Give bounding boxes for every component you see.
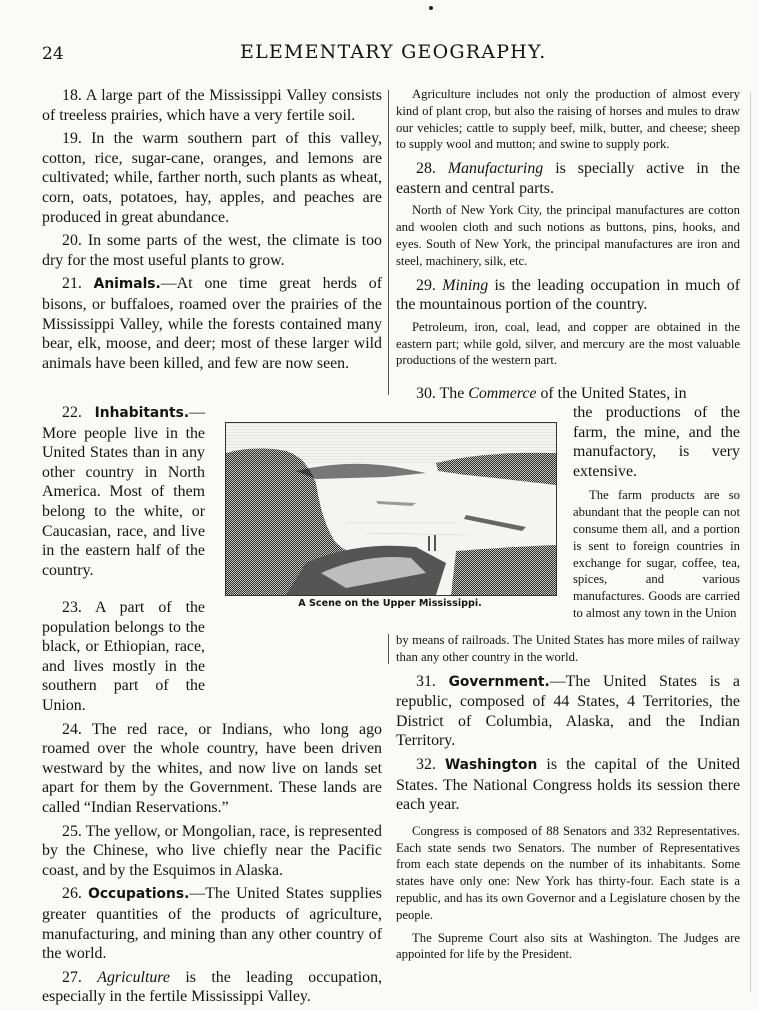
- paragraph-number: 22.: [62, 404, 82, 421]
- term-commerce: Commerce: [468, 385, 537, 402]
- paragraph-31: [396, 672, 740, 751]
- paragraph-30-first-line: [396, 384, 740, 404]
- paragraph-text: —The United States is a republic, composed of 44 States, 4 Territories, the District of Columbia, Alaska, and the Indian Territory.: [396, 672, 740, 750]
- paragraph-27: [42, 968, 382, 1007]
- paragraph-20: 20. In some parts of the west, the climate is too dry for the most useful plants to grow.: [42, 232, 382, 269]
- paragraph-30-head: [396, 384, 740, 404]
- paragraph-number: 29.: [416, 276, 436, 294]
- section-heading-government: Government.: [448, 673, 550, 690]
- right-column: [396, 86, 740, 375]
- paragraph-text: is the leading occupation, especially in the fertile Mississippi Valley.: [42, 968, 382, 1006]
- section-heading-inhabitants: Inhabitants.: [94, 405, 190, 421]
- paragraph-number: 21.: [62, 275, 82, 293]
- term-agriculture: Agriculture: [97, 968, 170, 986]
- paragraph-21: [42, 274, 382, 373]
- page-edge-line: [750, 92, 751, 992]
- paragraph-number: 28.: [416, 160, 436, 178]
- right-column-lower: [396, 632, 740, 969]
- term-manufacturing: Manufacturing: [447, 160, 544, 178]
- paragraph-number: 26.: [62, 885, 82, 903]
- figure-caption: A Scene on the Upper Mississippi.: [298, 598, 482, 609]
- paragraph-text: —More people live in the United States than in any other country in North America. Most of them belong to the white, or Caucasian, race, and live in the eastern half of the country.: [42, 404, 205, 579]
- paragraph-text: of the United States, in: [536, 385, 687, 402]
- note-manufacturing: North of New York City, the principal manufactures are cotton and woolen cloth and such notions as buttons, pins, hooks, and eyes. South of New York, the principal manufactures are iron and steel, machinery, silk, etc.: [396, 203, 740, 268]
- column-divider: [388, 90, 389, 395]
- paragraph-number: 31.: [416, 672, 436, 690]
- section-heading-washington: Washington: [444, 756, 538, 773]
- paragraph-22: [42, 403, 205, 580]
- paragraph-22-block: [42, 403, 205, 584]
- note-congress: Congress is composed of 88 Senators and 332 Representatives. Each state sends two Senators. The number of Representatives from each state depends on the number of its inhabitants. Some states have only one: New York has thirty-four. Each state is a republic, and has its own Governor and a Legislature chosen by the people.: [396, 823, 740, 922]
- engraving-image: [226, 423, 556, 595]
- paragraph-18: 18. A large part of the Mississippi Valley consists of treeless prairies, which have a very fertile soil.: [42, 87, 382, 124]
- paragraph-number: 30. The: [416, 385, 469, 402]
- section-heading-occupations: Occupations.: [88, 886, 190, 903]
- paragraph-29: [396, 276, 740, 315]
- paragraph-26: [42, 884, 382, 963]
- left-column-lower: [42, 598, 382, 1011]
- note-mining: Petroleum, iron, coal, lead, and copper are obtained in the eastern part; while gold, silver, and mercury are the most valuable productions of the western part.: [396, 319, 740, 368]
- note-commerce-continued: by means of railroads. The United States has more miles of railway than any other country in the world.: [396, 633, 740, 664]
- term-mining: Mining: [442, 276, 489, 294]
- left-column: [42, 86, 382, 377]
- paragraph-32: [396, 755, 740, 815]
- paragraph-text: —The United States supplies greater quantities of the products of agriculture, manufacturing, and mining than any other country of the world.: [42, 885, 382, 963]
- paragraph-24: 24. The red race, or Indians, who long ago roamed over the whole country, have been driven westward by the whites, and now live on lands set apart for them by the Government. These lands are called “Indian Reservations.”: [42, 720, 382, 816]
- note-agriculture: Agriculture includes not only the production of almost every kind of plant crop, but also the raising of horses and mules to draw our vehicles; cattle to supply beef, milk, butter, and cheese; sheep to supply wool and mutton; and swine to supply pork.: [396, 87, 740, 152]
- paragraph-30-side: [573, 403, 740, 628]
- page-number: 24: [42, 44, 64, 64]
- paragraph-text: —At one time great herds of bisons, or buffaloes, roamed over the prairies of the Mississippi Valley, while the forests contained many bear, elk, moose, and deer; most of these larger wild animals have been killed, and few are now seen.: [42, 275, 382, 372]
- river-scene-illustration: [225, 422, 557, 596]
- note-commerce: The farm products are so abundant that the people can not consume them all, and a portion is sent to foreign countries in exchange for sugar, coffee, tea, spices, and various manufactures. Goods are carried to almost any town in the Union: [573, 488, 740, 620]
- paragraph-text: is the capital of the United States. The National Congress holds its session there each year.: [396, 755, 740, 814]
- column-divider: [388, 634, 389, 664]
- paragraph-text: is specially active in the eastern and central parts.: [396, 160, 740, 197]
- note-supreme-court: The Supreme Court also sits at Washington. The Judges are appointed for life by the President.: [396, 930, 740, 962]
- paragraph-number: 32.: [416, 755, 436, 773]
- paragraph-25: 25. The yellow, or Mongolian, race, is represented by the Chinese, who live chiefly near the Pacific coast, and by the Esquimos in Alaska.: [42, 822, 382, 879]
- paragraph-text: is the leading occupation in much of the mountainous portion of the country.: [396, 276, 740, 314]
- paragraph-28: [396, 159, 740, 198]
- print-mark: [429, 6, 433, 10]
- section-heading-animals: Animals.: [93, 276, 161, 293]
- paragraph-23: 23. A part of the population belongs to the black, or Ethiopian, race, and lives mostly in the southern part of the Union.: [42, 599, 205, 714]
- paragraph-30-continuation: the productions of the farm, the mine, and the manufactory, is very extensive.: [573, 404, 740, 480]
- running-title: ELEMENTARY GEOGRAPHY.: [240, 41, 547, 63]
- paragraph-number: 27.: [62, 968, 82, 986]
- paragraph-19: 19. In the warm southern part of this valley, cotton, rice, sugar-cane, oranges, and lemons are cultivated; while, farther north, such plants as wheat, corn, oats, potatoes, hay, apples, and peaches are produced in great abundance.: [42, 130, 382, 226]
